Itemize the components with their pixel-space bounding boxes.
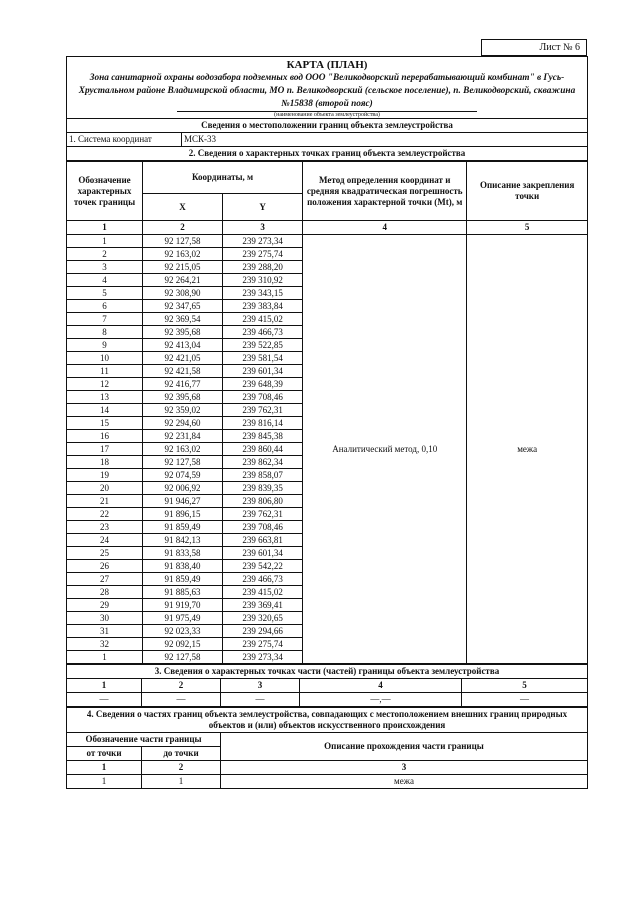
point-number: 1 [67,651,143,664]
point-number: 29 [67,599,143,612]
point-y: 239 862,34 [223,456,303,469]
point-number: 10 [67,352,143,365]
col-num: 2 [143,221,223,235]
col-num: 1 [67,221,143,235]
s3-col-num: 2 [142,679,221,693]
point-x: 92 163,02 [143,443,223,456]
point-number: 11 [67,365,143,378]
point-y: 239 762,31 [223,508,303,521]
point-x: 92 127,58 [143,651,223,664]
point-number: 13 [67,391,143,404]
s3-value: — [142,693,221,707]
object-caption: (наименование объекта землеустройства) [274,112,380,118]
point-y: 239 288,20 [223,261,303,274]
point-number: 19 [67,469,143,482]
s4-desc-value: межа [221,775,588,789]
point-y: 239 273,34 [223,235,303,248]
s3-col-num: 4 [300,679,462,693]
point-x: 92 413,04 [143,339,223,352]
sheet-number: Лист № 6 [481,39,587,56]
point-x: 92 294,60 [143,417,223,430]
col-num: 3 [223,221,303,235]
s3-value: — [462,693,588,707]
point-number: 5 [67,287,143,300]
point-x: 92 231,84 [143,430,223,443]
point-y: 239 522,85 [223,339,303,352]
point-y: 239 806,80 [223,495,303,508]
point-x: 92 421,05 [143,352,223,365]
section2-title: 2. Сведения о характерных точках границ объекта землеустройства [67,147,588,161]
point-number: 25 [67,547,143,560]
point-number: 2 [67,248,143,261]
point-y: 239 275,74 [223,248,303,261]
desc-value: межа [467,235,588,664]
point-x: 92 163,02 [143,248,223,261]
section4-table [66,707,588,789]
point-number: 3 [67,261,143,274]
object-name: Зона санитарной охраны водозабора подземных вод ООО "Великодворский перерабатывающий комбинат" в Гусь-Хрустальном районе Владимирской области, МО п. Великодворский (сельское поселение), п. Великодворский, скважина №15838 (второй пояс) [78,73,576,109]
point-number: 21 [67,495,143,508]
point-y: 239 762,31 [223,404,303,417]
point-number: 12 [67,378,143,391]
point-number: 1 [67,235,143,248]
point-number: 28 [67,586,143,599]
s4-col-num: 1 [67,761,142,775]
point-y: 239 542,22 [223,560,303,573]
method-value: Аналитический метод, 0,10 [303,235,467,664]
point-x: 91 833,58 [143,547,223,560]
point-y: 239 466,73 [223,573,303,586]
point-y: 239 383,84 [223,300,303,313]
col-num: 4 [303,221,467,235]
section1-title: Сведения о местоположении границ объекта землеустройства [67,119,588,133]
point-x: 92 127,58 [143,235,223,248]
point-x: 91 859,49 [143,521,223,534]
section1-table [66,118,588,161]
point-x: 92 023,33 [143,625,223,638]
col-header-y: Y [223,193,303,220]
point-x: 92 264,21 [143,274,223,287]
section4-title: 4. Сведения о частях границ объекта землеустройства, совпадающих с местоположением внешних границ природных объектов и (или) объектов искусственного происхождения [67,708,588,733]
s3-value: —,— [300,693,462,707]
point-x: 91 975,49 [143,612,223,625]
point-number: 27 [67,573,143,586]
section3-table [66,664,588,707]
point-y: 239 816,14 [223,417,303,430]
s4-from-value: 1 [67,775,142,789]
point-number: 9 [67,339,143,352]
col-header-coords: Координаты, м [143,162,303,194]
point-number: 26 [67,560,143,573]
point-number: 18 [67,456,143,469]
point-y: 239 343,15 [223,287,303,300]
point-number: 32 [67,638,143,651]
point-number: 22 [67,508,143,521]
point-y: 239 415,02 [223,586,303,599]
point-x: 92 006,92 [143,482,223,495]
s4-col-to: до точки [142,747,221,761]
point-y: 239 858,07 [223,469,303,482]
table-row [67,235,588,248]
s4-to-value: 1 [142,775,221,789]
col-header-point: Обозначение характерных точек границы [67,162,143,221]
col-num: 5 [467,221,588,235]
point-y: 239 275,74 [223,638,303,651]
point-y: 239 369,41 [223,599,303,612]
point-x: 92 127,58 [143,456,223,469]
point-x: 92 215,05 [143,261,223,274]
s3-col-num: 5 [462,679,588,693]
col-header-desc: Описание закрепления точки [467,162,588,221]
point-number: 17 [67,443,143,456]
point-y: 239 320,65 [223,612,303,625]
point-y: 239 663,81 [223,534,303,547]
point-x: 92 074,59 [143,469,223,482]
point-number: 14 [67,404,143,417]
s4-col-desc: Описание прохождения части границы [221,733,588,761]
point-number: 8 [67,326,143,339]
document-title: КАРТА (ПЛАН) [286,59,368,71]
point-y: 239 466,73 [223,326,303,339]
point-y: 239 601,34 [223,547,303,560]
point-x: 92 395,68 [143,391,223,404]
point-y: 239 708,46 [223,391,303,404]
point-x: 92 369,54 [143,313,223,326]
point-number: 23 [67,521,143,534]
point-x: 92 092,15 [143,638,223,651]
s3-col-num: 3 [221,679,300,693]
coord-system-label: 1. Система координат [67,133,182,147]
point-x: 92 347,65 [143,300,223,313]
point-number: 20 [67,482,143,495]
point-y: 239 415,02 [223,313,303,326]
point-x: 91 838,40 [143,560,223,573]
point-number: 30 [67,612,143,625]
point-x: 92 395,68 [143,326,223,339]
point-x: 91 885,63 [143,586,223,599]
point-y: 239 294,66 [223,625,303,638]
point-y: 239 601,34 [223,365,303,378]
point-number: 24 [67,534,143,547]
col-header-x: X [143,193,223,220]
point-x: 91 859,49 [143,573,223,586]
points-table [66,161,588,664]
point-number: 16 [67,430,143,443]
point-y: 239 839,35 [223,482,303,495]
point-x: 92 308,90 [143,287,223,300]
point-y: 239 581,54 [223,352,303,365]
s4-col-num: 3 [221,761,588,775]
point-y: 239 860,44 [223,443,303,456]
point-number: 7 [67,313,143,326]
point-y: 239 708,46 [223,521,303,534]
point-x: 91 896,15 [143,508,223,521]
point-number: 4 [67,274,143,287]
main-table-block [66,118,588,789]
point-x: 91 919,70 [143,599,223,612]
s3-col-num: 1 [67,679,142,693]
point-number: 31 [67,625,143,638]
point-y: 239 845,38 [223,430,303,443]
col-header-method: Метод определения координат и средняя квадратическая погрешность положения характерной точки (Mt), м [303,162,467,221]
s4-col-num: 2 [142,761,221,775]
s3-value: — [221,693,300,707]
point-x: 92 421,58 [143,365,223,378]
point-x: 91 842,13 [143,534,223,547]
s4-col-from: от точки [67,747,142,761]
coord-system-value: МСК-33 [182,133,588,147]
point-y: 239 273,34 [223,651,303,664]
point-x: 92 359,02 [143,404,223,417]
point-x: 91 946,27 [143,495,223,508]
s3-value: — [67,693,142,707]
section3-title: 3. Сведения о характерных точках части (частей) границы объекта землеустройства [67,665,588,679]
point-y: 239 648,39 [223,378,303,391]
point-number: 15 [67,417,143,430]
s4-col-part: Обозначение части границы [67,733,221,747]
point-rows [67,235,588,664]
point-x: 92 416,77 [143,378,223,391]
point-y: 239 310,92 [223,274,303,287]
point-number: 6 [67,300,143,313]
document-header [66,56,588,121]
